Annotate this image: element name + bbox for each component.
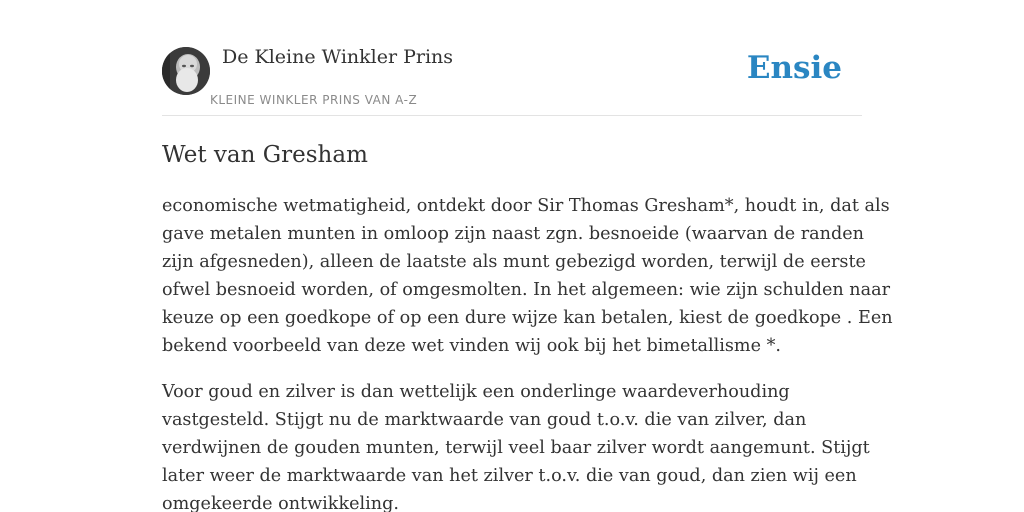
site-title-link[interactable]: De Kleine Winkler Prins (222, 46, 454, 68)
text-line: bekend voorbeeld van deze wet vinden wij ook bij het bimetallisme *. (162, 336, 782, 356)
text-line: economische wetmatigheid, ontdekt door Sir Thomas Gresham*, houdt in, dat als (162, 196, 890, 216)
author-avatar[interactable] (162, 47, 210, 95)
text-line: keuze op een goedkope of op een dure wijze kan betalen, kiest de goedkope . Een (162, 308, 893, 328)
text-line: vastgesteld. Stijgt nu de marktwaarde van goud t.o.v. die van zilver, dan (162, 410, 807, 430)
article-title: Wet van Gresham (162, 142, 368, 168)
text-line: Voor goud en zilver is dan wettelijk een onderlinge waardeverhouding (162, 382, 790, 402)
text-line: ofwel besnoeid worden, of omgesmolten. In het algemeen: wie zijn schulden naar (162, 280, 891, 300)
text-line: gave metalen munten in omloop zijn naast zgn. besnoeide (waarvan de randen (162, 224, 864, 244)
site-subtitle-link[interactable]: KLEINE WINKLER PRINS VAN A-Z (210, 93, 418, 107)
text-line: omgekeerde ontwikkeling. (162, 494, 399, 512)
portrait-icon (162, 47, 210, 95)
text-line: verdwijnen de gouden munten, terwijl veel baar zilver wordt aangemunt. Stijgt (162, 438, 870, 458)
site-header (162, 0, 862, 116)
article (162, 140, 893, 512)
paragraph-2 (162, 378, 870, 512)
text-line: later weer de marktwaarde van het zilver t.o.v. die van goud, dan zien wij een (162, 466, 857, 486)
brand-logo[interactable]: Ensie (746, 50, 842, 86)
text-line: zijn afgesneden), alleen de laatste als munt gebezigd worden, terwijl de eerste (162, 252, 866, 272)
paragraph-1 (162, 192, 893, 360)
